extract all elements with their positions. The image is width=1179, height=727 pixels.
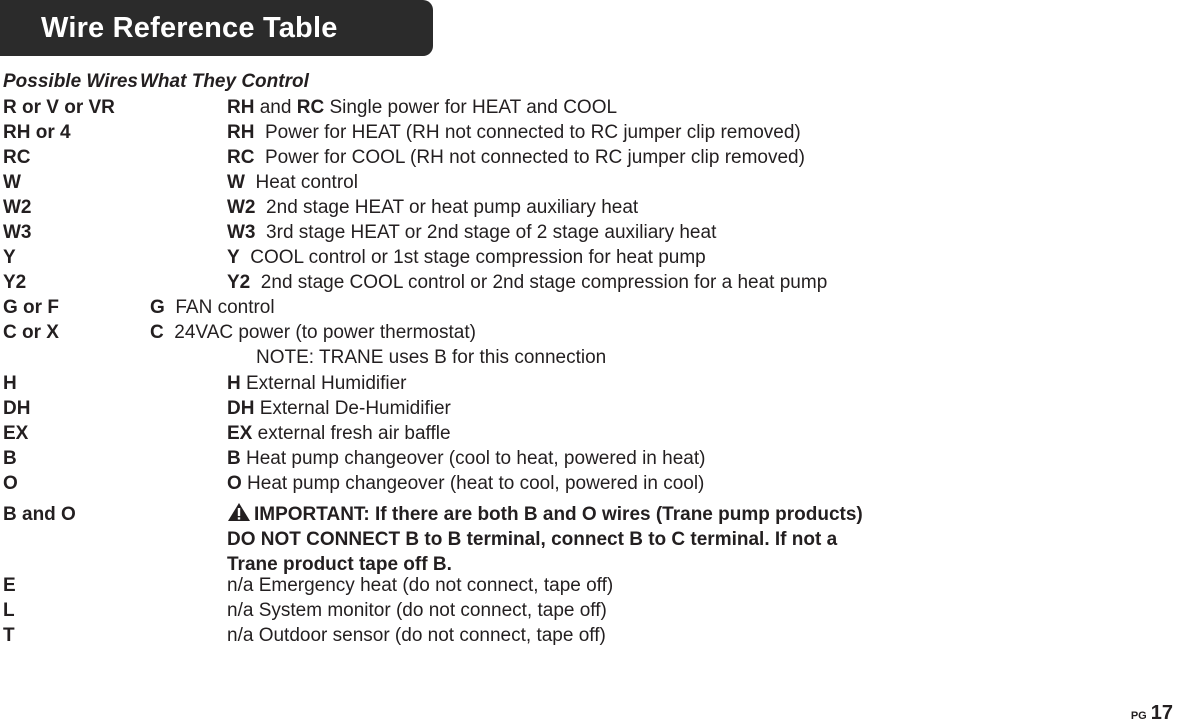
wire-description: n/a System monitor (do not connect, tape off) xyxy=(227,600,607,621)
wire-label: B xyxy=(3,448,17,469)
wire-label: R or V or VR xyxy=(3,97,115,118)
wire-label: DH xyxy=(3,398,31,419)
wire-label: T xyxy=(3,625,15,646)
header-possible-wires: Possible Wires xyxy=(3,71,138,92)
page-prefix: PG xyxy=(1130,710,1147,722)
wire-description: RH and RC Single power for HEAT and COOL xyxy=(227,97,618,118)
wire-description: RH Power for HEAT (RH not connected to RC jumper clip removed) xyxy=(227,122,801,143)
wire-label: Y2 xyxy=(3,272,27,293)
wire-label: C or X xyxy=(3,322,59,343)
wire-description: n/a Emergency heat (do not connect, tape off) xyxy=(227,575,614,596)
wire-label: RH or 4 xyxy=(3,122,71,143)
wire-label: EX xyxy=(3,423,29,444)
table-header xyxy=(3,71,309,93)
wire-label: RC xyxy=(3,147,31,168)
wire-label: B and O xyxy=(3,504,76,525)
wire-label: W xyxy=(3,172,21,193)
trane-note: NOTE: TRANE uses B for this connection xyxy=(256,347,607,368)
wire-description: O Heat pump changeover (heat to cool, powered in cool) xyxy=(227,473,705,494)
important-warning xyxy=(227,502,867,577)
important-text: IMPORTANT: If there are both B and O wires (Trane pump products) DO NOT CONNECT B to B terminal, connect B to C terminal. If not a Trane product tape off B. xyxy=(227,504,863,575)
wire-description: G FAN control xyxy=(150,297,275,318)
wire-description: Y COOL control or 1st stage compression for heat pump xyxy=(227,247,706,268)
wire-description: C 24VAC power (to power thermostat) xyxy=(150,322,476,343)
wire-description: W2 2nd stage HEAT or heat pump auxiliary heat xyxy=(227,197,639,218)
wire-description: B Heat pump changeover (cool to heat, powered in heat) xyxy=(227,448,706,469)
wire-label: L xyxy=(3,600,15,621)
header-what-they-control: What They Control xyxy=(140,71,309,92)
wire-description: Y2 2nd stage COOL control or 2nd stage compression for a heat pump xyxy=(227,272,828,293)
wire-description: H External Humidifier xyxy=(227,373,407,394)
page-number-value: 17 xyxy=(1150,702,1173,724)
wire-description: W3 3rd stage HEAT or 2nd stage of 2 stage auxiliary heat xyxy=(227,222,717,243)
wire-label: Y xyxy=(3,247,16,268)
wire-label: H xyxy=(3,373,17,394)
title-banner xyxy=(0,0,433,56)
wire-description: RC Power for COOL (RH not connected to RC jumper clip removed) xyxy=(227,147,805,168)
wire-label: G or F xyxy=(3,297,59,318)
page-number xyxy=(1131,702,1173,725)
warning-icon xyxy=(227,502,251,522)
wire-label: O xyxy=(3,473,18,494)
wire-description: W Heat control xyxy=(227,172,358,193)
wire-label: E xyxy=(3,575,16,596)
wire-description: DH External De-Humidifier xyxy=(227,398,451,419)
wire-label: W3 xyxy=(3,222,32,243)
wire-description: n/a Outdoor sensor (do not connect, tape off) xyxy=(227,625,606,646)
page-title: Wire Reference Table xyxy=(41,12,338,44)
wire-description: EX external fresh air baffle xyxy=(227,423,451,444)
wire-label: W2 xyxy=(3,197,32,218)
